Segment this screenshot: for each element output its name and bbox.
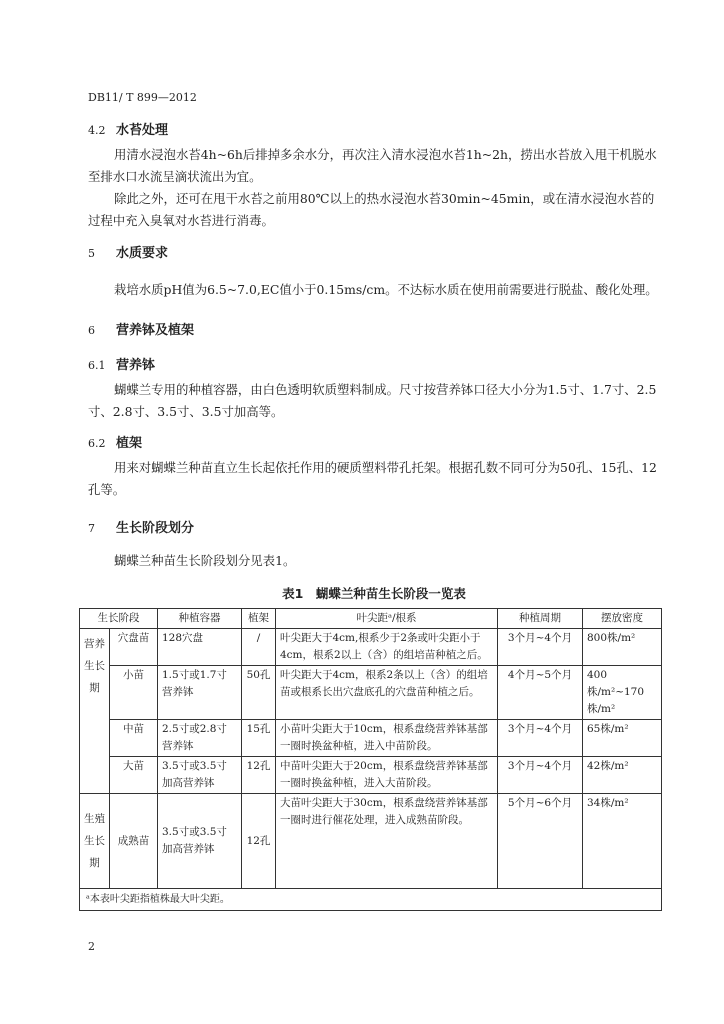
container-cell: 2.5寸或2.8寸营养钵: [158, 720, 242, 757]
paragraph: 除此之外，还可在甩干水苔之前用80℃以上的热水浸泡水苔30min~45min，或在清水浸泡水苔的过程中充入臭氧对水苔进行消毒。: [88, 191, 655, 228]
stage-cell: 小苗: [110, 666, 158, 720]
table-row: [80, 757, 662, 794]
desc-cell: 叶尖距大于4cm，根系2条以上（含）的组培苗或根系长出穴盘底孔的穴盘苗种植之后。: [276, 666, 498, 720]
desc-cell: 中苗叶尖距大于20cm，根系盘绕营养钵基部一圈时换盆种植，进入大苗阶段。: [276, 757, 498, 794]
rack-cell: 15孔: [242, 720, 276, 757]
section-7-heading: [88, 517, 194, 536]
section-title: 营养钵: [116, 358, 156, 373]
section-7-body: [88, 550, 660, 572]
table-header-row: [80, 609, 662, 629]
container-cell: 1.5寸或1.7寸营养钵: [158, 666, 242, 720]
header-cell: 种植周期: [498, 609, 583, 629]
cycle-cell: 4个月~5个月: [498, 666, 583, 720]
section-6-2-heading: [88, 432, 142, 451]
paragraph: 用来对蝴蝶兰种苗直立生长起依托作用的硬质塑料带孔托架。根据孔数不同可分为50孔、15孔、12孔等。: [88, 460, 657, 497]
group-cell: 营养生长期: [80, 629, 110, 794]
section-title: 植架: [116, 436, 143, 451]
stage-cell: 大苗: [110, 757, 158, 794]
section-number: 4.2: [88, 124, 106, 137]
density-cell: 65株/m²: [583, 720, 662, 757]
desc-cell: 叶尖距大于4cm,根系少于2条或叶尖距小于4cm，根系2以上（含）的组培苗种植之后。: [276, 629, 498, 666]
paragraph: 用清水浸泡水苔4h~6h后排掉多余水分，再次注入清水浸泡水苔1h~2h，捞出水苔放入甩干机脱水至排水口水流呈滴状流出为宜。: [88, 147, 657, 184]
section-number: 7: [88, 522, 95, 535]
table-footnote: ᵃ本表叶尖距指植株最大叶尖距。: [80, 889, 662, 911]
paragraph: 蝴蝶兰专用的种植容器，由白色透明软质塑料制成。尺寸按营养钵口径大小分为1.5寸、1.7寸、2.5寸、2.8寸、3.5寸、3.5寸加高等。: [88, 382, 657, 419]
container-cell: 3.5寸或3.5寸加高营养钵: [158, 757, 242, 794]
density-cell: 400株/m²~170株/m²: [583, 666, 662, 720]
container-cell: 128穴盘: [158, 629, 242, 666]
section-4-2-heading: [88, 119, 168, 138]
table-footnote-row: [80, 889, 662, 911]
rack-cell: /: [242, 629, 276, 666]
section-4-2-body: [88, 144, 660, 232]
section-6-heading: [88, 319, 194, 338]
group-cell: 生殖生长期: [80, 794, 110, 889]
section-title: 水质要求: [116, 246, 169, 261]
table-row: [80, 794, 662, 889]
rack-cell: 12孔: [242, 757, 276, 794]
density-cell: 42株/m²: [583, 757, 662, 794]
section-6-1-body: [88, 379, 660, 423]
doc-header: DB11/ T 899—2012: [88, 91, 197, 104]
stage-cell: 成熟苗: [110, 794, 158, 889]
section-title: 生长阶段划分: [116, 521, 195, 536]
section-number: 6.2: [88, 437, 106, 450]
cycle-cell: 3个月~4个月: [498, 720, 583, 757]
cycle-cell: 5个月~6个月: [498, 794, 583, 889]
cycle-cell: 3个月~4个月: [498, 757, 583, 794]
density-cell: 800株/m²: [583, 629, 662, 666]
paragraph: 蝴蝶兰种苗生长阶段划分见表1。: [114, 553, 296, 568]
rack-cell: 12孔: [242, 794, 276, 889]
section-5-body: [88, 279, 660, 301]
table-row: [80, 720, 662, 757]
paragraph: 栽培水质pH值为6.5~7.0,EC值小于0.15ms/cm。不达标水质在使用前需要进行脱盐、酸化处理。: [114, 282, 658, 297]
stage-cell: 穴盘苗: [110, 629, 158, 666]
container-cell: 3.5寸或3.5寸加高营养钵: [158, 794, 242, 889]
rack-cell: 50孔: [242, 666, 276, 720]
header-cell: 生长阶段: [80, 609, 158, 629]
desc-cell: 小苗叶尖距大于10cm，根系盘绕营养钵基部一圈时换盆种植，进入中苗阶段。: [276, 720, 498, 757]
table-row: [80, 666, 662, 720]
growth-stage-table: [79, 608, 662, 911]
density-cell: 34株/m²: [583, 794, 662, 889]
header-cell: 种植容器: [158, 609, 242, 629]
header-cell: 植架: [242, 609, 276, 629]
section-number: 6.1: [88, 359, 106, 372]
table-row: [80, 629, 662, 666]
section-6-1-heading: [88, 354, 155, 373]
header-cell: 叶尖距ᵃ/根系: [276, 609, 498, 629]
section-title: 水苔处理: [116, 123, 169, 138]
stage-cell: 中苗: [110, 720, 158, 757]
table-caption: 表1 蝴蝶兰种苗生长阶段一览表: [282, 586, 466, 601]
section-title: 营养钵及植架: [116, 323, 195, 338]
section-6-2-body: [88, 457, 660, 501]
page-number: 2: [88, 940, 95, 953]
header-cell: 摆放密度: [583, 609, 662, 629]
section-5-heading: [88, 242, 168, 261]
cycle-cell: 3个月~4个月: [498, 629, 583, 666]
section-number: 5: [88, 247, 95, 260]
section-number: 6: [88, 324, 95, 337]
desc-cell: 大苗叶尖距大于30cm，根系盘绕营养钵基部一圈时进行催花处理，进入成熟苗阶段。: [276, 794, 498, 889]
